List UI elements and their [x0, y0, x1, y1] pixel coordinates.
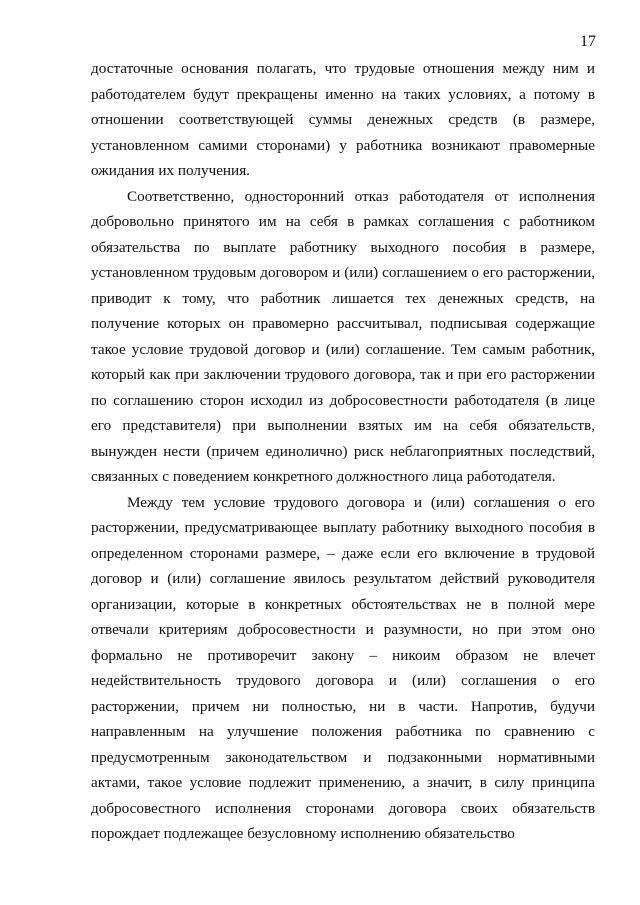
- page-number: 17: [580, 33, 596, 50]
- paragraph-1: достаточные основания полагать, что трудовые отношения между ним и работодателем будут прекращены именно на таких условиях, а потому в отношении соответствующей суммы денежных средств (в размере, установленном самими сторонами) у работника возникают правомерные ожидания их получения.: [91, 60, 595, 179]
- paragraph-2: Соответственно, односторонний отказ работодателя от исполнения добровольно принятого им на себя в рамках соглашения с работником обязательства по выплате работнику выходного пособия в размере, установленном трудовым договором и (или) соглашением о его расторжении, приводит к тому, что работник лишается тех денежных средств, на получение которых он правомерно рассчитывал, подписывая содержащие такое условие трудовой договор и (или) соглашение. Тем самым работник, который как при заключении трудового договора, так и при его расторжении по соглашению сторон исходил из добросовестности работодателя (в лице его представителя) при выполнении взятых им на себя обязательств, вынужден нести (причем единолично) риск неблагоприятных последствий, связанных с поведением конкретного должностного лица работодателя.: [91, 187, 595, 485]
- paragraph-3: Между тем условие трудового договора и (или) соглашения о его расторжении, предусматривающее выплату работнику выходного пособия в определенном сторонами размере, – даже если его включение в трудовой договор и (или) соглашение явилось результатом действий руководителя организации, которые в конкретных обстоятельствах не в полной мере отвечали критериям добросовестности и разумности, но при этом оно формально не противоречит закону – никоим образом не влечет недействительность трудового договора и (или) соглашения о его расторжении, причем ни полностью, ни в части. Напротив, будучи направленным на улучшение положения работника по сравнению с предусмотренным законодательством и подзаконными нормативными актами, такое условие подлежит применению, а значит, в силу принципа добросовестного исполнения сторонами договора своих обязательств порождает подлежащее безусловному исполнению обязательство: [91, 493, 595, 842]
- document-body: [91, 56, 595, 847]
